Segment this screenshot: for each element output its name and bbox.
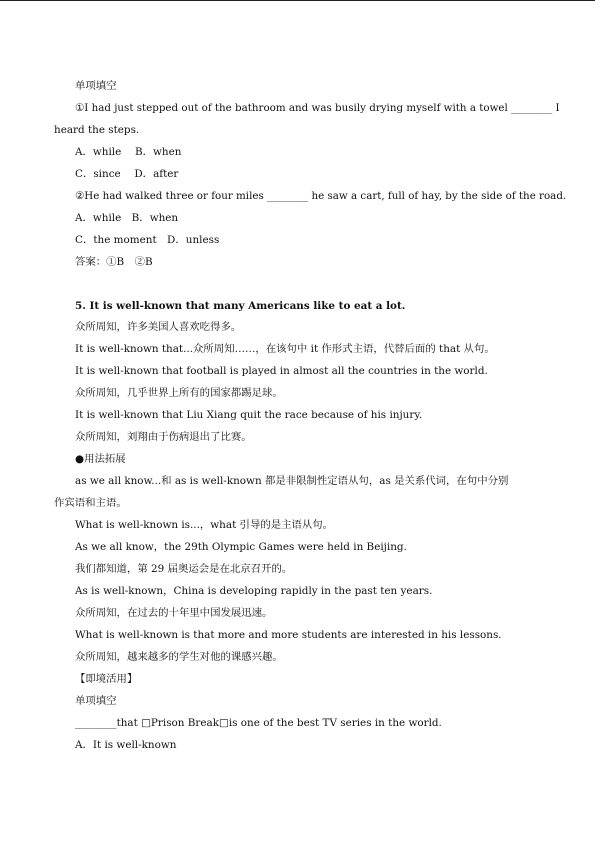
example-3-chinese: 我们都知道，第 29 届奥运会是在北京召开的。 [75,563,293,575]
practice-heading: 【即境活用】 [75,673,138,685]
section-5-title: 5. It is well-known that many Americans like to eat a lot. [75,300,406,312]
grammar-note: It is well-known that...众所周知……，在该句中 it 作形式主语，代替后面的 that 从句。 [75,343,495,355]
question-2-options-ab: A．while B．when [75,212,179,224]
question-1-options-cd: C．since D．after [75,168,179,180]
question-1-options-ab: A．while B．when [75,146,182,158]
usage-line-2: 作宾语和主语。 [54,497,127,509]
example-2-chinese: 众所周知，刘翔由于伤病退出了比赛。 [75,431,252,443]
example-2-english: It is well-known that Liu Xiang quit the race because of his injury. [75,409,423,421]
usage-heading: ●用法拓展 [75,453,126,465]
example-1-english: It is well-known that football is played in almost all the countries in the world. [75,365,488,377]
section-5-translation: 众所周知，许多美国人喜欢吃得多。 [75,321,242,333]
usage-line-3: What is well-known is...，what 引导的是主语从句。 [75,519,334,531]
question-2-line: ②He had walked three or four miles ________ he saw a cart, full of hay, by the side of the road. [75,190,567,202]
example-4-chinese: 众所周知，在过去的十年里中国发展迅速。 [75,607,273,619]
example-5-chinese: 众所周知，越来越多的学生对他的课感兴趣。 [75,651,283,663]
example-4-english: As is well-known，China is developing rapidly in the past ten years. [75,585,433,597]
practice-subheading: 单项填空 [75,695,117,707]
practice-option-a: A．It is well-known [75,739,177,751]
question-1-line-1: ①I had just stepped out of the bathroom and was busily drying myself with a towel ________ I [75,102,560,114]
section-heading: 单项填空 [75,80,117,92]
example-1-chinese: 众所周知，几乎世界上所有的国家都踢足球。 [75,387,283,399]
practice-question: ________that □Prison Break□is one of the best TV series in the world. [75,717,442,729]
question-1-line-2: heard the steps. [54,124,140,136]
usage-line-1: as we all know...和 as is well-known 都是非限制性定语从句，as 是关系代词，在句中分别 [75,475,509,487]
example-5-english: What is well-known is that more and more students are interested in his lessons. [75,629,502,641]
question-2-options-cd: C．the moment D．unless [75,234,220,246]
example-3-english: As we all know，the 29th Olympic Games were held in Beijing. [75,541,407,553]
answer-line: 答案：①B ②B [75,256,153,268]
